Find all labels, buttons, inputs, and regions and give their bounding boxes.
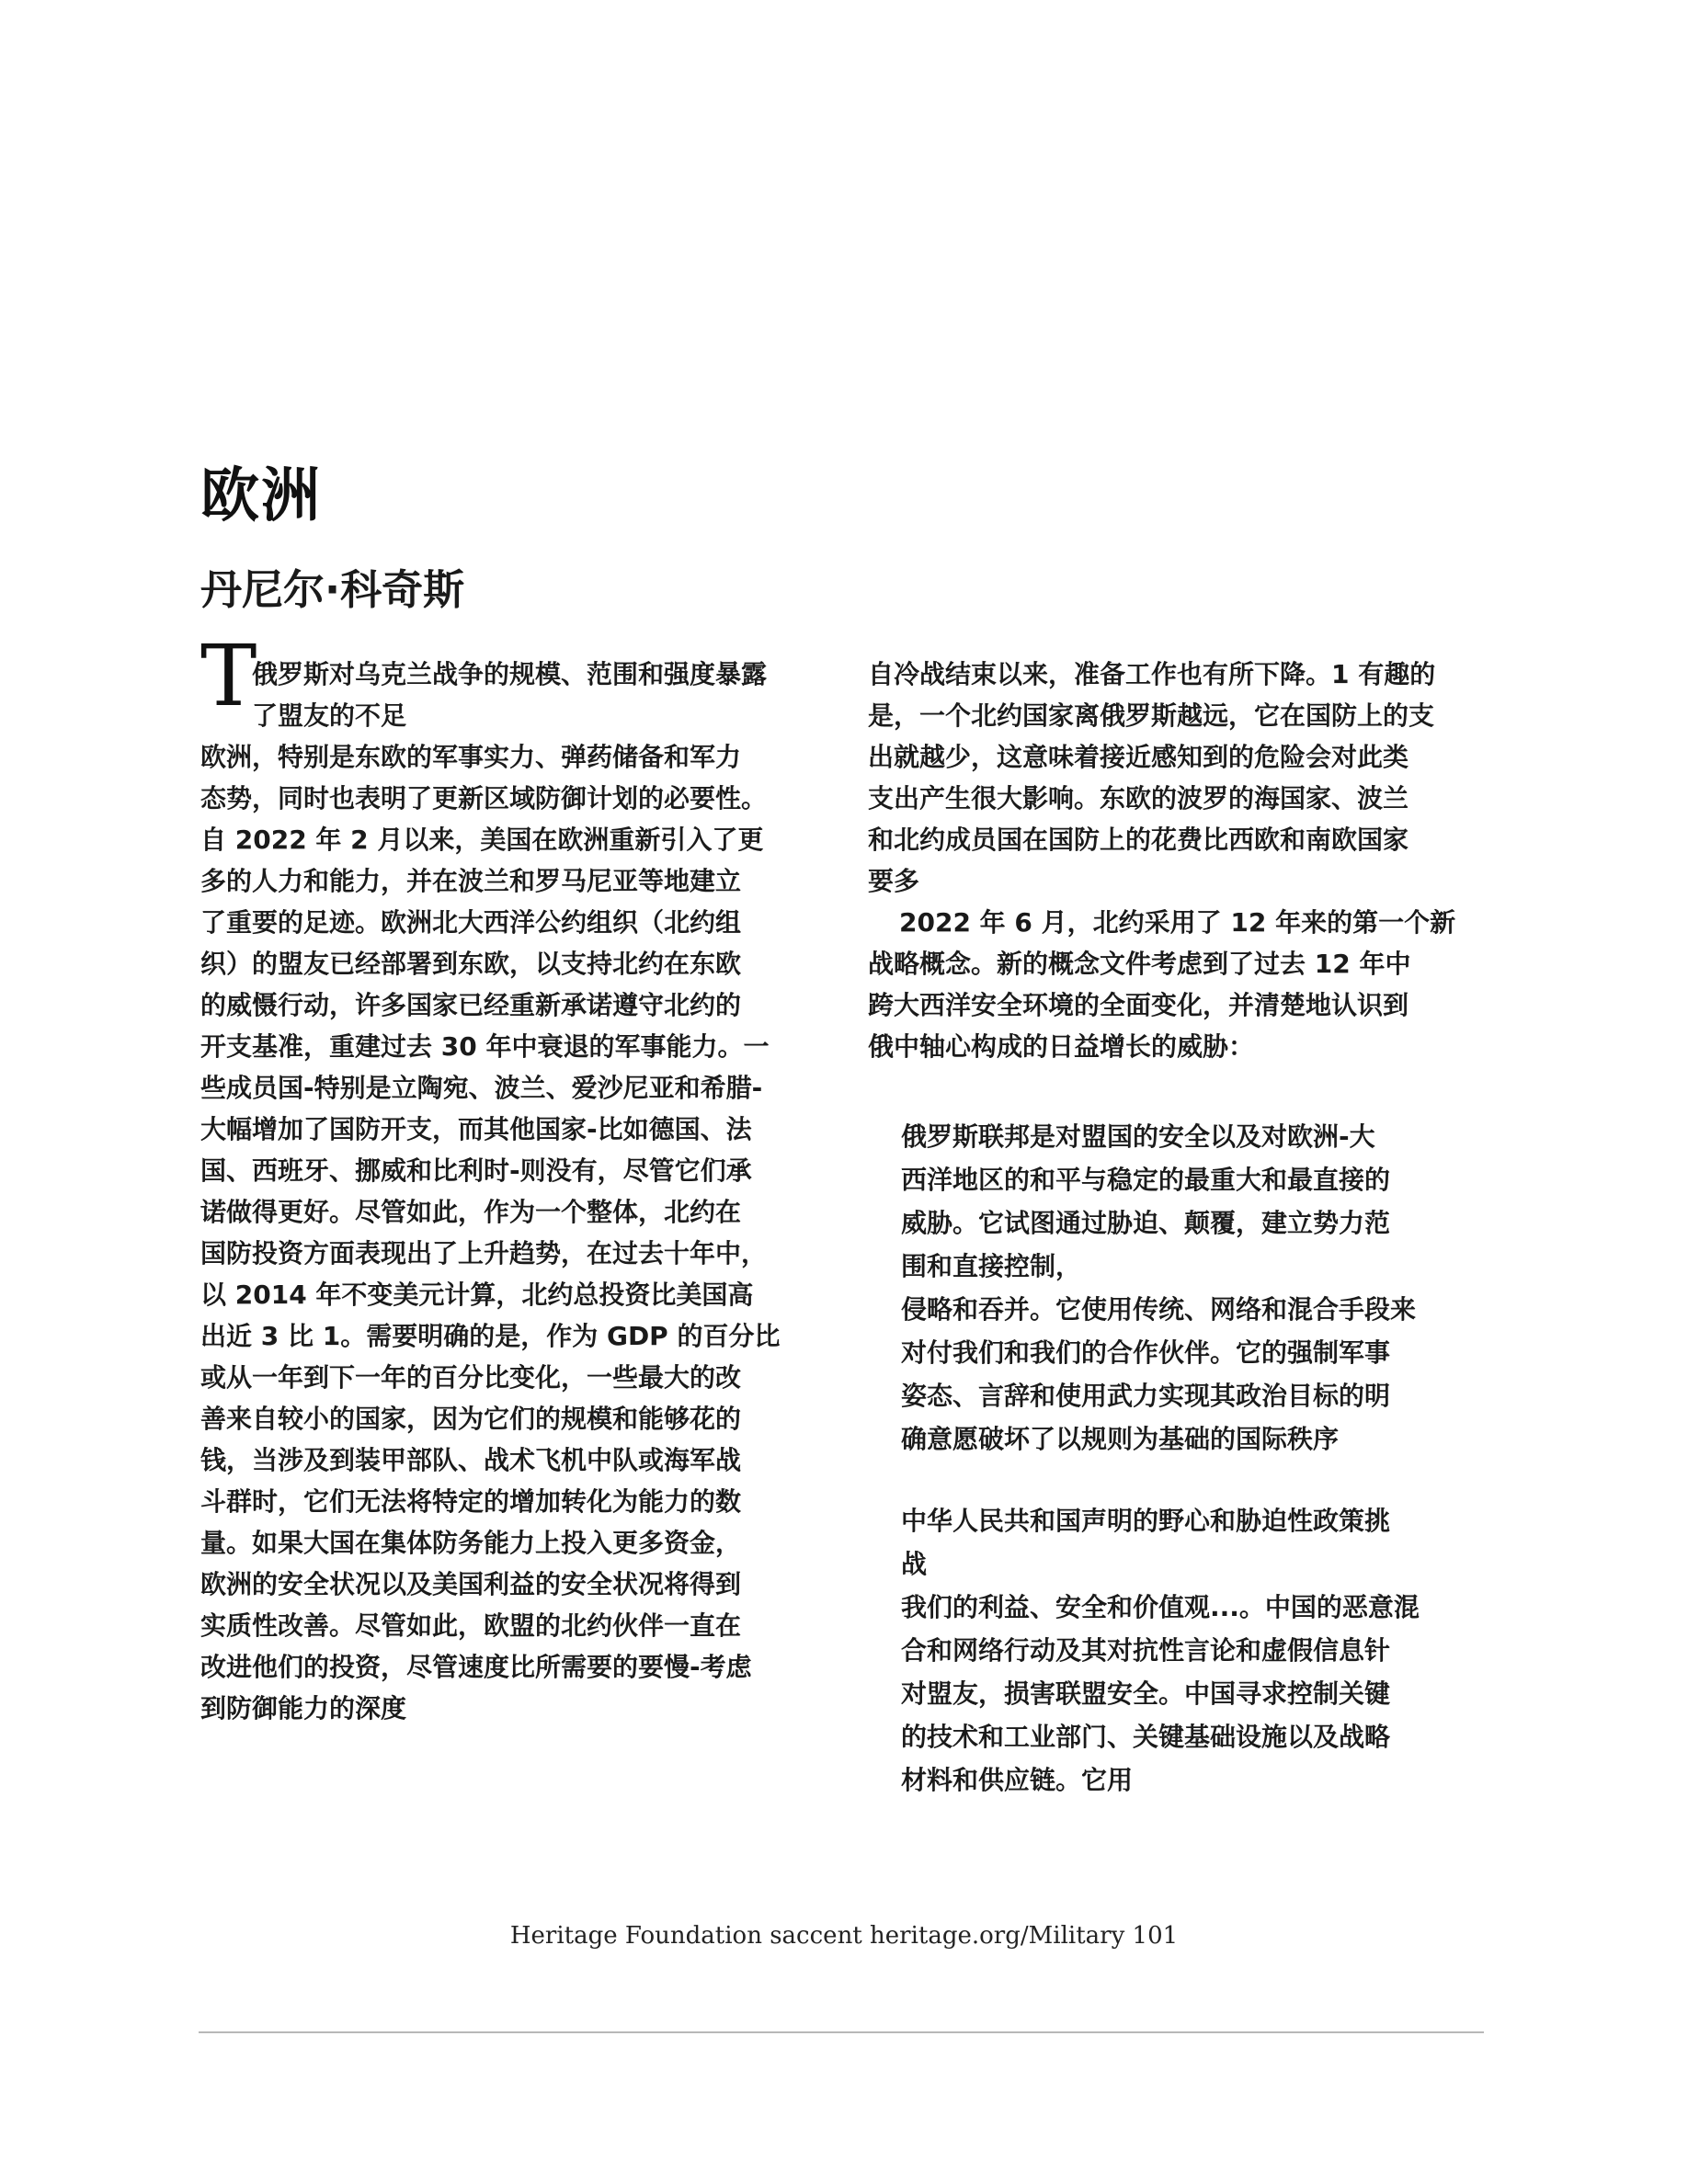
body-line: 战略概念。新的概念文件考虑到了过去 12 年中 — [868, 949, 1411, 979]
quote-line: 侵略和吞并。它使用传统、网络和混合手段来 — [901, 1294, 1417, 1325]
headline-line: 了盟友的不足 — [252, 700, 407, 731]
body-line: 国、西班牙、挪威和比利时-则没有，尽管它们承 — [200, 1155, 752, 1186]
body-text — [200, 736, 826, 1729]
quote-block-russia — [901, 1115, 1511, 1461]
left-column — [200, 627, 826, 1729]
body-line: 以 2014 年不变美元计算，北约总投资比美国高 — [200, 1280, 754, 1310]
body-line: 实质性改善。尽管如此，欧盟的北约伙伴一直在 — [200, 1610, 742, 1641]
body-line: 2022 年 6 月，北约采用了 12 年来的第一个新 — [899, 907, 1456, 938]
quote-line: 围和直接控制， — [901, 1251, 1082, 1281]
body-line: 跨大西洋安全环境的全面变化，并清楚地认识到 — [868, 990, 1409, 1020]
quote-line: 的技术和工业部门、关键基础设施以及战略 — [901, 1722, 1391, 1752]
body-line: 多的人力和能力，并在波兰和罗马尼亚等地建立 — [200, 866, 742, 896]
body-line: 些成员国-特别是立陶宛、波兰、爱沙尼亚和希腊- — [200, 1073, 763, 1103]
body-line: 到防御能力的深度 — [200, 1693, 407, 1723]
body-line: 善来自较小的国家，因为它们的规模和能够花的 — [200, 1404, 742, 1434]
quote-line: 姿态、言辞和使用武力实现其政治目标的明 — [901, 1381, 1391, 1411]
body-line: 出近 3 比 1。需要明确的是，作为 GDP 的百分比 — [200, 1321, 781, 1351]
body-line: 改进他们的投资，尽管速度比所需要的要慢-考虑 — [200, 1652, 752, 1682]
quote-line: 确意愿破坏了以规则为基础的国际秩序 — [901, 1424, 1340, 1454]
paragraph-1 — [868, 654, 1511, 902]
body-line: 支出产生很大影响。东欧的波罗的海国家、波兰 — [868, 783, 1409, 813]
headline-line: 俄罗斯对乌克兰战争的规模、范围和强度暴露 — [252, 659, 768, 689]
right-column — [868, 654, 1511, 1802]
body-line: 诺做得更好。尽管如此，作为一个整体，北约在 — [200, 1197, 742, 1227]
paragraph-2 — [868, 902, 1511, 1067]
body-line: 是，一个北约国家离俄罗斯越远，它在国防上的支 — [868, 700, 1435, 731]
body-line: 开支基准，重建过去 30 年中衰退的军事能力。一 — [200, 1031, 770, 1062]
body-line: 斗群时，它们无法将特定的增加转化为能力的数 — [200, 1486, 742, 1517]
body-line: 量。如果大国在集体防务能力上投入更多资金， — [200, 1528, 742, 1558]
drop-cap: T — [200, 627, 257, 725]
page-footer: Heritage Foundation saccent heritage.org/Military 101 — [509, 1922, 1179, 1950]
body-line: 的威慑行动，许多国家已经重新承诺遵守北约的 — [200, 990, 742, 1020]
body-line: 出就越少，这意味着接近感知到的危险会对此类 — [868, 742, 1409, 772]
quote-heading: 战 — [901, 1549, 928, 1579]
footer-divider — [199, 2031, 1484, 2033]
body-line: 国防投资方面表现出了上升趋势，在过去十年中， — [200, 1238, 768, 1268]
body-line: 欧洲，特别是东欧的军事实力、弹药储备和军力 — [200, 742, 742, 772]
body-line: 钱，当涉及到装甲部队、战术飞机中队或海军战 — [200, 1445, 742, 1475]
body-line: 了重要的足迹。欧洲北大西洋公约组织（北约组 — [200, 907, 742, 938]
quote-line: 合和网络行动及其对抗性言论和虚假信息针 — [901, 1635, 1391, 1666]
body-line: 要多 — [868, 866, 920, 896]
body-line: 自冷战结束以来，准备工作也有所下降。1 有趣的 — [868, 659, 1436, 689]
quote-line: 西洋地区的和平与稳定的最重大和最直接的 — [901, 1165, 1391, 1195]
body-line: 自 2022 年 2 月以来，美国在欧洲重新引入了更 — [200, 825, 764, 855]
body-line: 织）的盟友已经部署到东欧，以支持北约在东欧 — [200, 949, 742, 979]
quote-line: 威胁。它试图通过胁迫、颠覆，建立势力范 — [901, 1208, 1391, 1238]
quote-line: 俄罗斯联邦是对盟国的安全以及对欧洲-大 — [901, 1121, 1375, 1152]
quote-line: 材料和供应链。它用 — [901, 1765, 1134, 1795]
quote-block-china — [901, 1499, 1511, 1802]
body-line: 欧洲的安全状况以及美国利益的安全状况将得到 — [200, 1569, 742, 1599]
body-line: 或从一年到下一年的百分比变化，一些最大的改 — [200, 1362, 742, 1393]
body-line: 态势，同时也表明了更新区域防御计划的必要性。 — [200, 783, 768, 813]
quote-line: 对盟友，损害联盟安全。中国寻求控制关键 — [901, 1678, 1391, 1709]
page-title: 欧洲 — [200, 462, 322, 530]
body-line: 和北约成员国在国防上的花费比西欧和南欧国家 — [868, 825, 1409, 855]
body-line: 大幅增加了国防开支，而其他国家-比如德国、法 — [200, 1114, 752, 1144]
author-name: 丹尼尔·科奇斯 — [200, 565, 465, 614]
quote-line: 对付我们和我们的合作伙伴。它的强制军事 — [901, 1337, 1391, 1368]
quote-line: 我们的利益、安全和价值观...。中国的恶意混 — [901, 1592, 1420, 1622]
body-line: 俄中轴心构成的日益增长的威胁： — [868, 1031, 1255, 1062]
quote-heading: 中华人民共和国声明的野心和胁迫性政策挑 — [901, 1506, 1391, 1536]
